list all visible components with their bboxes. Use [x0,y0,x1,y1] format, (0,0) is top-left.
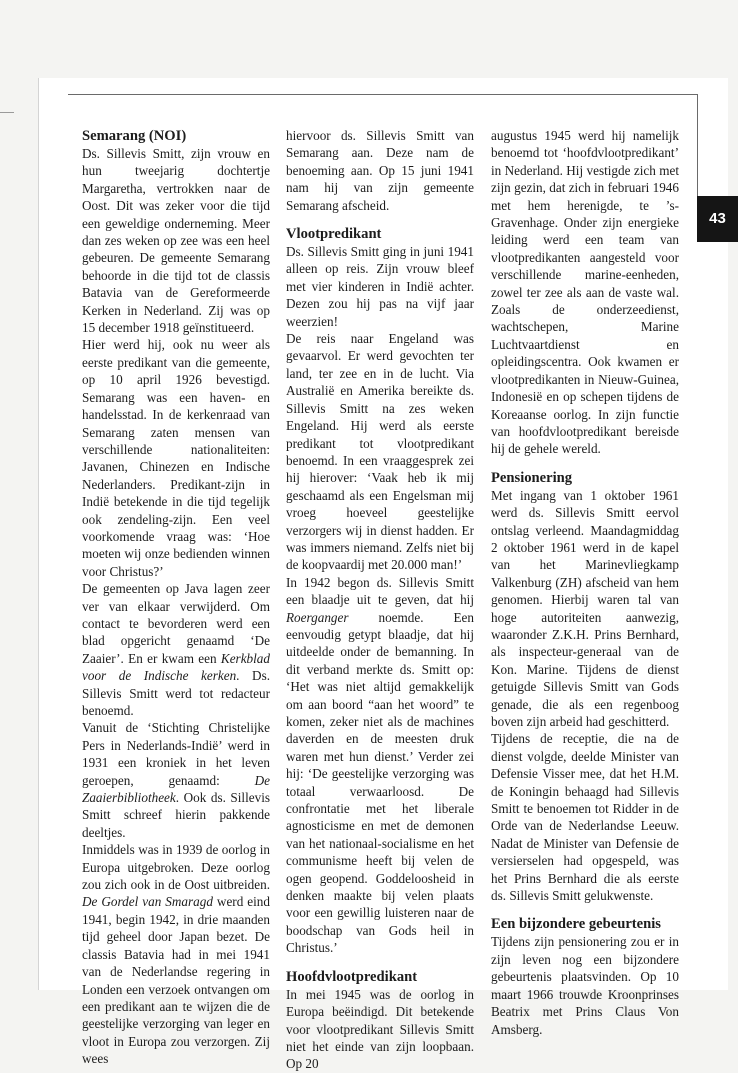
publication-title: De Zaaierbibliotheek [82,772,270,806]
paragraph: hiervoor ds. Sillevis Smitt van Semarang aan. Deze nam de benoeming aan. Op 15 juni 1941 nam hij van zijn gemeente Semarang afscheid. [286,128,474,213]
page-number-tab: 43 [697,196,738,242]
paragraph: Tijdens de receptie, die na de dienst volgde, deelde Minister van Defensie Visser mee, dat het H.M. de Koningin behaagd had Sillevis Smitt te benoemen tot Ridder in de Orde van de Nederlandse Leeuw. Nadat de Minister van Defensie de versierselen had opgespeld, was het Prins Bernhard die als eerste ds. Sillevis Smitt gelukwenste. [491,731,679,904]
column-1 [82,127,270,1068]
section-heading-hoofdvlootpredikant: Hoofdvlootpredikant [286,968,418,985]
paragraph: Ds. Sillevis Smitt ging in juni 1941 alleen op reis. Zijn vrouw bleef met vier kinderen in Indië achter. Dezen zou hij pas na vijf jaar weerzien! [286,244,474,329]
paragraph: Inmiddels was in 1939 de oorlog in Europa uitgebroken. Deze oorlog zou zich ook in de Oost uitbreiden. De Gordel van Smaragd werd eind 1941, begin 1942, in drie maanden tijd geheel door Japan bezet. De classis Batavia had in mei 1941 van de Nederlandse regering in Londen een verzoek ontvangen om een predikant aan te wijzen die de geestelijke verzorging van leger en vloot in Europa zou verzorgen. Zij wees [82,842,270,1067]
paragraph: Ds. Sillevis Smitt, zijn vrouw en hun tweejarig dochtertje Margaretha, vertrokken naar de Oost. Dit was zeker voor die tijd een geweldige onderneming. Meer dan zes weken op zee was een heel gebeuren. De gemeente Semarang behoorde in die tijd tot de classis Batavia van de Gereformeerde Kerken in Nederland. Zij was op 15 december 1918 geïnstitueerd. [82,146,270,336]
section-heading-vlootpredikant: Vlootpredikant [286,226,382,243]
paragraph: Vanuit de ‘Stichting Christelijke Pers in Nederlands-Indië’ werd in 1931 een kroniek in het leven geroepen, genaamd: De Zaaierbibliotheek. Ook ds. Sillevis Smitt schreef hierin pakkende deeltjes. [82,720,270,840]
paragraph: In 1942 begon ds. Sillevis Smitt een blaadje uit te geven, dat hij Roerganger noemde. Een eenvoudig getypt blaadje, dat hij uitdeelde onder de bemanning. In dit verband merkte ds. Smitt op: ‘Het was niet altijd gemakkelijk om aan boord “aan het woord” te komen, zeker niet als de machines daverden en de meesten druk waren met hun dienst.’ Verder zei hij: ‘De geestelijke verzorging was totaal verwaarloosd. De confrontatie met het liberale agnosticisme en met de demonen van het nationaal-socialisme en het communisme heeft bij velen de ogen geopend. Goddeloosheid in denken maakte bij velen plaats voor een gewillig luisteren naar de boodschap van Gods heil in Christus.’ [286,574,474,956]
top-rule [68,94,698,95]
margin-tick-mark [0,112,14,113]
publication-title: De Gordel van Smaragd [82,894,213,910]
page-edge-line [38,78,39,990]
section-heading-semarang: Semarang (NOI) [82,128,187,144]
publication-title: Kerkblad voor de Indische kerken [82,650,270,684]
publication-title: Roerganger [286,609,349,625]
paragraph: Met ingang van 1 oktober 1961 werd ds. Sillevis Smitt eervol ontslag verleend. Maandagmiddag 2 oktober 1961 werd in de kapel van het Marinevliegkamp Valkenburg (ZH) afscheid van hem genomen. Hierbij waren tal van hoge autoriteiten aanwezig, waaronder Z.K.H. Prins Bernhard, als inspecteur-generaal van de Kon. Marine. Tijdens de dienst getuigde Sillevis Smitt van Gods genade, die als een regenboog boven zijn arbeid had geschitterd. [491,487,679,729]
section-heading-bijzondere-gebeurtenis: Een bijzondere gebeurtenis [491,916,661,933]
column-3 [491,127,679,1038]
paragraph: De reis naar Engeland was gevaarvol. Er werd gevochten ter land, ter zee en in de lucht. Via Australië en Amerika bereikte ds. Sillevis Smitt na zes weken Engeland. Hij werd als eerste predikant tot vlootpredikant benoemd. In een vraaggesprek zei hij hierover: ‘Vaak heb ik mij geschaamd als een Engelsman mij vroeg hoeveel geestelijke verzorgers wij in dienst hadden. Er was immers niemand. Zelfs niet bij de koopvaardij met 20.000 man!’ [286,331,474,573]
column-2 [286,127,474,1073]
paragraph: De gemeenten op Java lagen zeer ver van elkaar verwijderd. Om contact te bevorderen werd een blad opgericht genaamd ‘De Zaaier’. En er kwam een Kerkblad voor de Indische kerken. Ds. Sillevis Smitt werd tot redacteur benoemd. [82,581,270,718]
paragraph: augustus 1945 werd hij namelijk benoemd tot ‘hoofdvlootpredikant’ in Nederland. Hij vestigde zich met zijn gezin, dat zich in februari 1946 met hem herenigde, te ’s-Gravenhage. Onder zijn energieke leiding werd een team van vlootpredikanten aangesteld voor verschillende marine-eenheden, zowel ter zee als aan de vaste wal. Zoals de onderzeedienst, wachtschepen, Marine Luchtvaartdienst en opleidingscentra. Ook kwamen er vlootpredikanten in Nieuw-Guinea, Indonesië en op schepen tijdens de Koreaanse oorlog. In zijn functie van hoofdvlootpredikant bereisde hij de gehele wereld. [491,128,679,457]
section-heading-pensionering: Pensionering [491,469,573,486]
paragraph: Tijdens zijn pensionering zou er in zijn leven nog een bijzondere gebeurtenis plaatsvinden. Op 10 maart 1966 trouwde Kroonprinses Beatrix met Prins Claus Von Amsberg. [491,934,679,1037]
paragraph: In mei 1945 was de oorlog in Europa beëindigd. Dit betekende voor vlootpredikant Sillevis Smitt niet het einde van zijn loopbaan. Op 20 [286,986,474,1072]
paragraph: Hier werd hij, ook nu weer als eerste predikant van die gemeente, op 10 april 1926 bevestigd. Semarang was een haven- en handelsstad. In de kerkenraad van Semarang zaten mensen van verschillende nationaliteiten: Javanen, Chinezen en Indische Nederlanders. Predikant-zijn in Indië betekende in die tijd tegelijk ook zendeling-zijn. Een veel voorkomende vraag was: ‘Hoe moeten wij onze bedienden winnen voor Christus?’ [82,337,270,579]
